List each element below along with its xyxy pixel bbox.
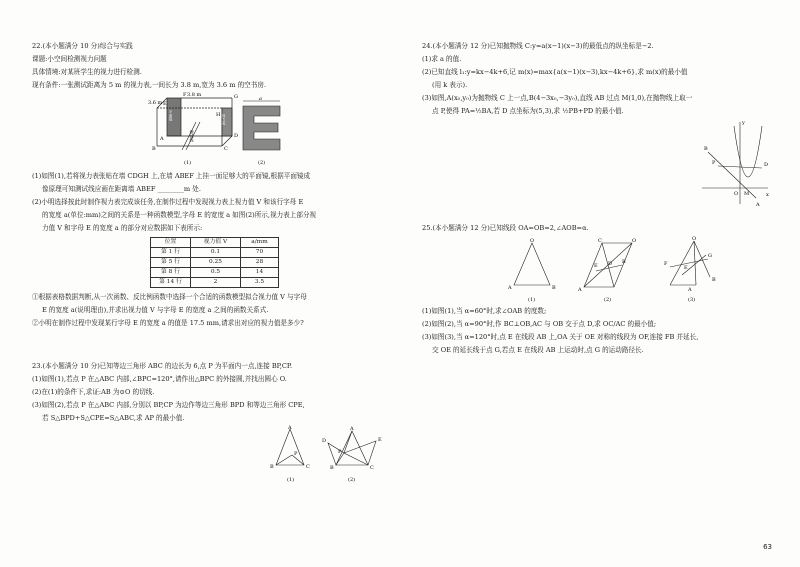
q25-figures <box>422 235 772 305</box>
label-H: H <box>216 112 221 118</box>
question-22 <box>32 40 390 330</box>
q23f2-label-E: E <box>378 437 382 443</box>
q25f2-label-D: D <box>608 261 613 267</box>
q25f2-label-B: B <box>622 259 626 265</box>
table-cell: 第 5 行 <box>151 258 191 268</box>
q24-label-O: O <box>734 191 739 197</box>
q25-caption-2: (2) <box>604 297 612 303</box>
label-test-line: 测试线 <box>189 130 195 142</box>
q24-part1: (1)求 a 的值. <box>422 55 462 63</box>
q23-figure-1 <box>276 429 304 465</box>
page-number: 63 <box>763 543 772 551</box>
table-header-row <box>151 238 279 248</box>
table-cell: 第 14 行 <box>151 278 191 288</box>
left-column <box>32 40 390 485</box>
table-cell: 70 <box>241 248 279 258</box>
q22-figure-2 <box>243 101 280 150</box>
label-E: E <box>163 101 167 107</box>
q25-caption-1: (1) <box>528 297 536 303</box>
label-B: B <box>152 146 156 152</box>
table-row <box>151 268 279 278</box>
q23f1-label-C: C <box>306 464 310 470</box>
parabola-curve <box>734 126 762 177</box>
q22-situation: 具体情境:对某班学生的视力进行检测. <box>32 68 142 76</box>
q25f3-label-A: A <box>688 287 692 293</box>
question-25 <box>422 222 772 357</box>
q24-label-x: x <box>766 192 769 198</box>
table-row <box>151 248 279 258</box>
right-column <box>422 40 772 357</box>
label-F: F <box>183 92 187 98</box>
q23f1-label-B: B <box>270 464 274 470</box>
q23f2-label-C: C <box>370 465 374 471</box>
q22-header: 22.(本小题满分 10 分)综合与实践 <box>32 42 133 50</box>
q25f3-label-G: G <box>708 253 712 259</box>
q25-figure-3 <box>670 241 710 285</box>
q25-figure-1 <box>514 243 550 285</box>
question-23 <box>32 360 390 485</box>
q25f2-label-E: E <box>594 263 598 269</box>
table-cell: 0.1 <box>191 248 241 258</box>
table-cell: 0.5 <box>191 268 241 278</box>
q24-part3-line1: (3)如图,A(x₀,y₀)为抛物线 C 上一点,B(4−3x₀,−3y₀),直线 AB 过点 M(1,0),在抛物线上取一 <box>422 94 693 102</box>
q25f2-label-A: A <box>578 287 582 293</box>
table-cell: 28 <box>241 258 279 268</box>
label-C: C <box>224 146 228 152</box>
q25f3-label-B: B <box>712 277 716 283</box>
table-row <box>151 258 279 268</box>
q25-part3-line1: (3)如图(3),当 α=120°时,点 E 在线段 AB 上,OA 关于 OE 对称的线段为 OF,连接 FB 并延长, <box>422 333 699 341</box>
q24-label-P: P <box>712 160 716 166</box>
q23f2-label-A: A <box>350 426 354 432</box>
q25f2-label-O: O <box>632 238 637 244</box>
q24-part2-line2: (用 k 表示). <box>432 81 468 89</box>
q23-part2: (2)在(1)的条件下,求证:AB 为⊙O 的切线. <box>32 388 155 396</box>
q23f2-label-D: D <box>322 438 327 444</box>
question-24 <box>422 40 772 210</box>
q25-figure-svg <box>422 235 772 305</box>
q24-figure <box>422 118 772 210</box>
table-row <box>151 278 279 288</box>
table-header-cell: 视力值 V <box>191 238 241 248</box>
q22-sub2: ②小明在制作过程中发现某行字母 E 的宽度 a 的值是 17.5 mm,请求出对应的视力值是多少? <box>32 319 304 327</box>
table-cell: 第 1 行 <box>151 248 191 258</box>
q25f1-label-B: B <box>552 285 556 291</box>
q22-topic: 课题:小空间检测视力问题 <box>32 55 107 63</box>
q25f1-label-A: A <box>508 285 512 291</box>
table-cell: 0.25 <box>191 258 241 268</box>
q25-part3-line2: 交 OE 的延长线于点 G,若点 E 在线段 AB 上运动时,点 G 的运动路径长. <box>432 346 644 354</box>
q22-data-table <box>150 237 279 288</box>
q25f2-label-C: C <box>598 238 602 244</box>
label-a: a <box>259 96 262 102</box>
label-3-8m: 3.8 m <box>187 92 202 98</box>
q25-part2: (2)如图(2),当 α=90°时,作 BC⊥OB,AC 与 OB 交于点 D,求 OC/AC 的最小值; <box>422 320 657 328</box>
q22-sub1-line2: E 的宽度 a(说明理由),并求出视力值 V 与字母 E 的宽度 a 之间的函数关系式. <box>42 306 269 314</box>
q24-part3-line2: 点 P,使得 PA=½BA,若 D 点坐标为(5,3),求 ½PB+PD 的最小值. <box>432 107 624 115</box>
q22-figure-svg <box>32 92 390 170</box>
label-3-6m: 3.6 m <box>148 100 163 106</box>
table-header-cell: 位置 <box>151 238 191 248</box>
q23-part3-line1: (3)如图(2),若点 P 在△ABC 内部,分别以 BP,CP 为边作等边三角形 BPD 和等边三角形 CPE, <box>32 401 305 409</box>
q24-label-A: A <box>756 202 760 208</box>
label-G: G <box>234 94 238 100</box>
q24-part2-line1: (2)已知直线 l₁:y=kx−4k+6,记 m(x)=max{a(x−1)(x−3),kx−4k+6},求 m(x)的最小值 <box>422 68 688 76</box>
table-header-cell: a/mm <box>241 238 279 248</box>
table-cell: 2 <box>191 278 241 288</box>
letter-e-shape <box>243 106 280 150</box>
q23f2-label-P: P <box>338 449 342 455</box>
table-cell: 14 <box>241 268 279 278</box>
label-chart: 视力表 <box>222 114 226 125</box>
q25-part1: (1)如图(1),当 α=60°时,求∠OAB 的度数; <box>422 307 547 315</box>
q25f3-label-F: F <box>664 261 668 267</box>
q24-label-M: M <box>744 191 750 197</box>
q23-figures <box>32 425 390 485</box>
q24-label-y: y <box>742 120 745 126</box>
q23-header: 23.(本小题满分 10 分)已知等边三角形 ABC 的边长为 6,点 P 为平面内一点,连接 BP,CP. <box>32 362 293 370</box>
q22-part2-line1: (2)小明选择按此时制作视力表完成该任务,在制作过程中发现视力表上视力值 V 和该行字母 E <box>32 198 304 206</box>
label-A: A <box>160 136 164 142</box>
q22-figures <box>32 92 390 170</box>
q25f1-label-O: O <box>530 238 535 244</box>
q24-figure-svg <box>422 118 772 210</box>
q23-caption-2: (2) <box>348 477 356 483</box>
label-mirror: 平面镜 <box>169 110 173 121</box>
q24-label-B: B <box>704 146 708 152</box>
q23-part3-line2: 若 S△BPD+S△CPE=S△ABC,求 AP 的最小值. <box>42 414 185 422</box>
q25f3-label-E: E <box>684 265 688 271</box>
q22-caption-2: (2) <box>258 160 266 166</box>
q22-figure-1 <box>157 98 232 150</box>
label-D: D <box>234 133 239 139</box>
q22-part1-line1: (1)如图(1),若将视力表张贴在墙 CDGH 上,在墙 ABEF 上挂一面足够大的平面镜,根据平面镜成 <box>32 172 311 180</box>
table-cell: 第 8 行 <box>151 268 191 278</box>
q22-part1-line2: 像原理可知测试线应画在距离墙 ABEF ________m 处. <box>42 185 201 193</box>
q23f2-label-B: B <box>330 465 334 471</box>
q25f3-label-O: O <box>692 236 697 242</box>
q22-part2-line3: 力值 V 和字母 E 的宽度 a 的部分对应数据如下表所示: <box>42 224 203 232</box>
q22-part2-line2: 的宽度 a(单位:mm)之间的关系是一种函数模型,字母 E 的宽度 a 如图(2)所示,视力表上部分视 <box>42 211 317 219</box>
q23-figure-svg <box>32 425 390 485</box>
q25-caption-3: (3) <box>688 297 696 303</box>
q23-part1: (1)如图(1),若点 P 在△ABC 内部,∠BPC=120°,请作出△BPC 的外接圆,并找出圆心 O. <box>32 375 287 383</box>
q25-header: 25.(本小题满分 12 分)已知线段 OA=OB=2,∠AOB=α. <box>422 224 589 232</box>
table-cell: 3.5 <box>241 278 279 288</box>
q23f1-label-A: A <box>288 425 292 431</box>
q22-conditions: 现有条件:一张测试距离为 5 m 的视力表,一间长为 3.8 m,宽为 3.6 m 的空书房. <box>32 81 267 89</box>
q24-header: 24.(本小题满分 12 分)已知抛物线 C:y=a(x−1)(x−3)的最低点的纵坐标是−2. <box>422 42 654 50</box>
q22-sub1-line1: ①根据表格数据判断,从一次函数、反比例函数中选择一个合适的函数模型拟合视力值 V 与字母 <box>32 293 307 301</box>
q24-label-D: D <box>764 162 769 168</box>
q22-caption-1: (1) <box>184 160 192 166</box>
q23f1-label-P: P <box>294 451 298 457</box>
q23-caption-1: (1) <box>287 477 295 483</box>
q23-figure-2 <box>328 431 376 465</box>
